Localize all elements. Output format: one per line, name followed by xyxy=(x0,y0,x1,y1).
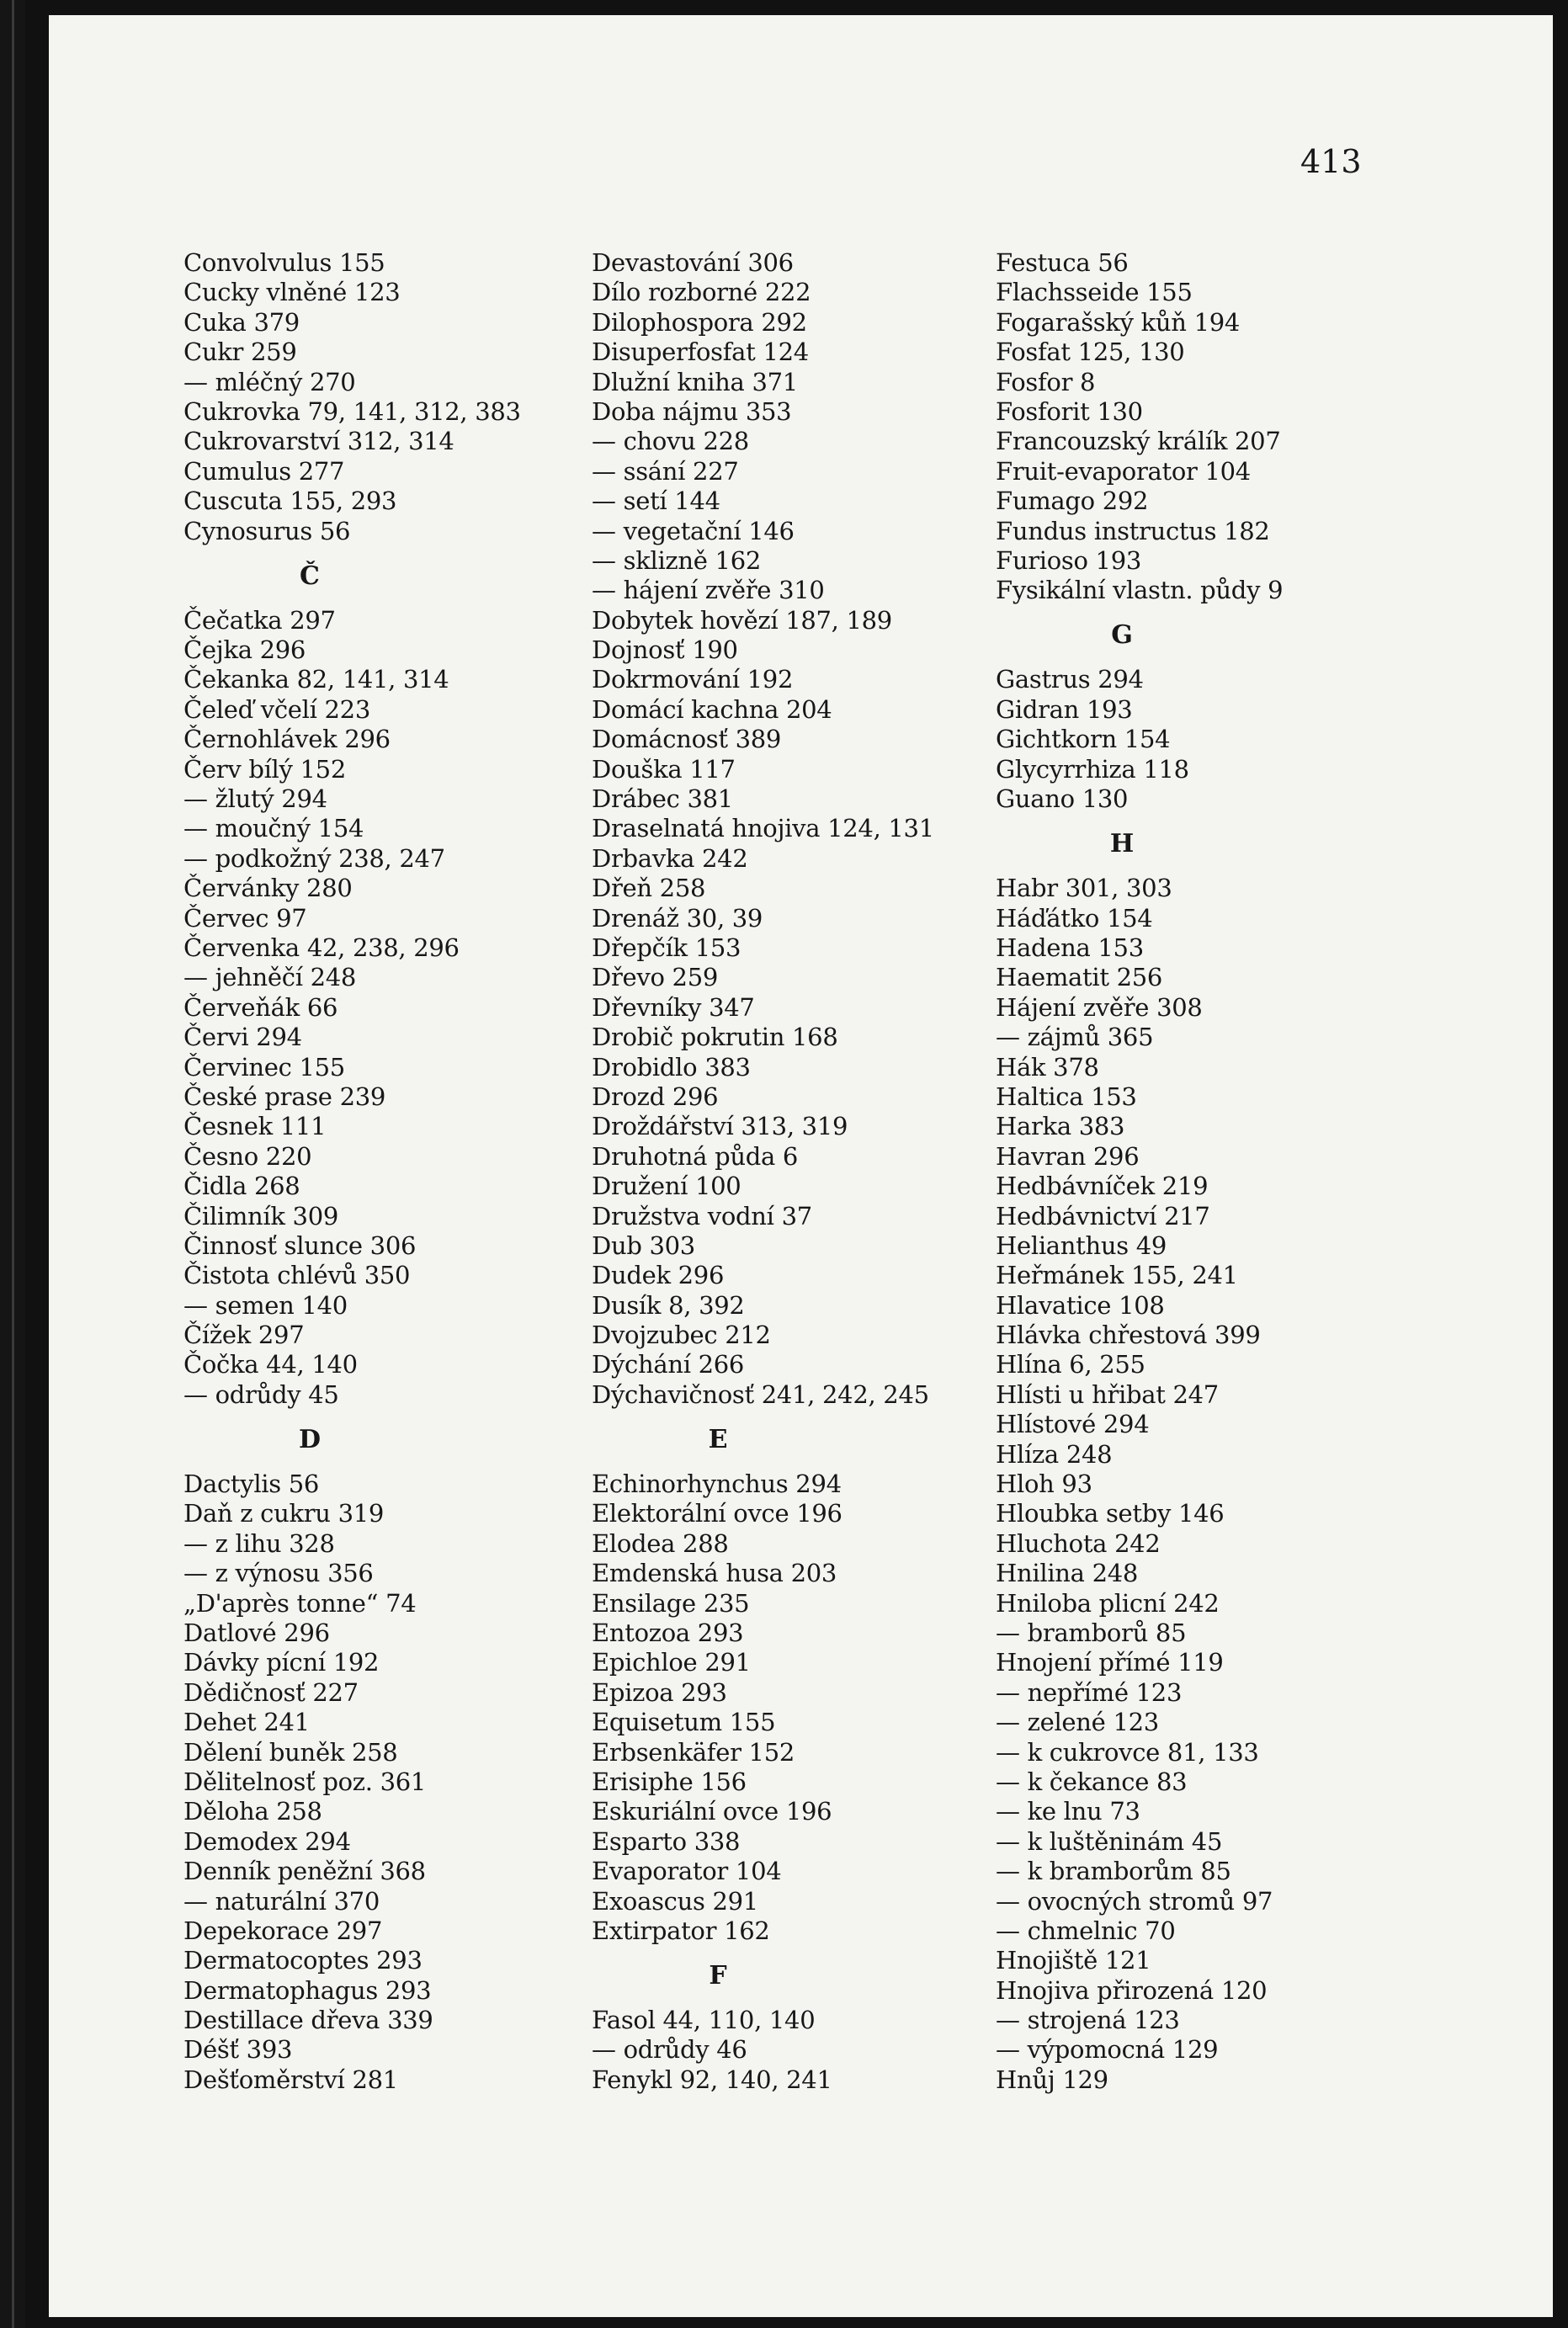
index-entry: — k luštěninám 45 xyxy=(996,1826,1223,1856)
index-entry: Dlužní kniha 371 xyxy=(592,367,798,396)
index-entry: Extirpator 162 xyxy=(592,1916,770,1945)
index-entry: Červenka 42, 238, 296 xyxy=(183,933,460,962)
index-entry: Fumago 292 xyxy=(996,486,1149,516)
index-entry: Denník peněžní 368 xyxy=(183,1857,426,1886)
index-entry: — podkožný 238, 247 xyxy=(183,843,445,873)
index-entry: Dřevníky 347 xyxy=(592,992,755,1022)
index-entry: Dokrmování 192 xyxy=(592,665,794,694)
index-entry: Háďátko 154 xyxy=(996,903,1153,933)
index-entry: Čečatka 297 xyxy=(183,605,336,635)
index-entry: Cuscuta 155, 293 xyxy=(183,486,397,516)
index-entry: Erisiphe 156 xyxy=(592,1767,747,1796)
index-entry: Festuca 56 xyxy=(996,248,1129,277)
index-entry: Hadena 153 xyxy=(996,933,1144,963)
index-entry: Činnosť slunce 306 xyxy=(183,1230,417,1260)
index-entry: — strojená 123 xyxy=(996,2006,1180,2035)
index-entry: Domácnosť 389 xyxy=(592,725,782,754)
index-entry: — vegetační 146 xyxy=(592,516,795,545)
index-entry: Dactylis 56 xyxy=(183,1470,320,1499)
index-entry: Ensilage 235 xyxy=(592,1588,750,1618)
letter-heading: H xyxy=(1109,829,1135,859)
index-entry: Červeňák 66 xyxy=(183,992,338,1022)
index-entry: Demodex 294 xyxy=(183,1826,351,1856)
index-entry: Eskuriální ovce 196 xyxy=(592,1797,832,1826)
index-entry: Datlové 296 xyxy=(183,1618,330,1647)
letter-heading: D xyxy=(298,1424,321,1454)
index-entry: Černohlávek 296 xyxy=(183,725,391,754)
index-entry: Družstva vodní 37 xyxy=(592,1201,812,1230)
index-entry: Daň z cukru 319 xyxy=(183,1499,385,1528)
index-entry: Furioso 193 xyxy=(996,545,1142,575)
index-entry: — k čekance 83 xyxy=(996,1767,1188,1796)
index-entry: Cukrovarství 312, 314 xyxy=(183,427,454,456)
index-entry: Havran 296 xyxy=(996,1141,1140,1171)
index-entry: — k bramborům 85 xyxy=(996,1857,1231,1886)
index-entry: — chmelnic 70 xyxy=(996,1916,1176,1945)
index-entry: Cukrovka 79, 141, 312, 383 xyxy=(183,396,521,426)
index-entry: Fundus instructus 182 xyxy=(996,516,1270,545)
page-number: 413 xyxy=(1300,143,1362,180)
index-column-1 xyxy=(183,248,587,2095)
index-entry: Čidla 268 xyxy=(183,1172,300,1201)
index-entry: Harka 383 xyxy=(996,1112,1125,1141)
index-entry: — ssání 227 xyxy=(592,456,739,486)
index-entry: České prase 239 xyxy=(183,1082,386,1111)
index-entry: Evaporator 104 xyxy=(592,1857,782,1886)
index-entry: — moučný 154 xyxy=(183,814,364,843)
index-entry: Cynosurus 56 xyxy=(183,516,351,545)
index-entry: Dýchání 266 xyxy=(592,1350,745,1379)
index-entry: Gidran 193 xyxy=(996,694,1133,724)
index-entry: Dusík 8, 392 xyxy=(592,1290,745,1320)
index-entry: — výpomocná 129 xyxy=(996,2035,1219,2065)
index-entry: Hák 378 xyxy=(996,1052,1099,1082)
index-entry: Dřevo 259 xyxy=(592,963,718,992)
index-entry: Čilimník 309 xyxy=(183,1201,339,1230)
index-entry: Čistota chlévů 350 xyxy=(183,1261,411,1290)
index-entry: Epizoa 293 xyxy=(592,1677,727,1707)
index-entry: Dermatocoptes 293 xyxy=(183,1946,423,1975)
index-entry: Equisetum 155 xyxy=(592,1708,776,1737)
index-entry: Epichloe 291 xyxy=(592,1648,751,1677)
index-entry: Hlístové 294 xyxy=(996,1410,1150,1439)
index-entry: Fosforit 130 xyxy=(996,396,1143,426)
index-entry: Disuperfosfat 124 xyxy=(592,338,809,367)
index-entry: „D'après tonne“ 74 xyxy=(183,1588,417,1618)
index-entry: Česnek 111 xyxy=(183,1112,327,1141)
index-entry: Convolvulus 155 xyxy=(183,248,385,277)
index-entry: Dojnosť 190 xyxy=(592,635,738,665)
index-entry: Destillace dřeva 339 xyxy=(183,2006,433,2035)
index-entry: Fysikální vlastn. půdy 9 xyxy=(996,576,1284,605)
index-entry: Devastování 306 xyxy=(592,248,794,277)
index-entry: Erbsenkäfer 152 xyxy=(592,1737,795,1767)
index-entry: — hájení zvěře 310 xyxy=(592,576,825,605)
index-entry: — z výnosu 356 xyxy=(183,1559,374,1588)
index-entry: — semen 140 xyxy=(183,1290,348,1320)
index-entry: Domácí kachna 204 xyxy=(592,694,832,724)
index-entry: Čočka 44, 140 xyxy=(183,1350,358,1379)
index-entry: Dědičnosť 227 xyxy=(183,1677,359,1707)
index-entry: Dešťoměrství 281 xyxy=(183,2065,398,2094)
index-entry: Gichtkorn 154 xyxy=(996,725,1171,754)
index-entry: Fenykl 92, 140, 241 xyxy=(592,2065,832,2094)
index-entry: Drbavka 242 xyxy=(592,843,748,873)
index-entry: Francouzský králík 207 xyxy=(996,427,1281,456)
index-entry: Dýchavičnosť 241, 242, 245 xyxy=(592,1379,929,1409)
index-entry: — odrůdy 46 xyxy=(592,2035,747,2065)
index-entry: Douška 117 xyxy=(592,754,736,784)
index-entry: Hlísti u hřibat 247 xyxy=(996,1379,1219,1409)
letter-heading: Č xyxy=(300,561,320,591)
index-entry: Červ bílý 152 xyxy=(183,754,346,784)
index-entry: — chovu 228 xyxy=(592,427,749,456)
index-entry: Exoascus 291 xyxy=(592,1886,758,1916)
index-entry: Čížek 297 xyxy=(183,1321,305,1350)
index-entry: Hlávka chřestová 399 xyxy=(996,1321,1261,1350)
index-entry: Hedbávníček 219 xyxy=(996,1172,1209,1201)
index-entry: Hnůj 129 xyxy=(996,2065,1108,2094)
letter-heading: F xyxy=(709,1960,727,1990)
index-entry: Elektorální ovce 196 xyxy=(592,1499,842,1528)
index-entry: Drobidlo 383 xyxy=(592,1052,751,1082)
index-entry: — odrůdy 45 xyxy=(183,1379,339,1409)
index-entry: Cukr 259 xyxy=(183,338,297,367)
scan-edge-line xyxy=(12,0,14,2328)
index-entry: Hnilina 248 xyxy=(996,1559,1139,1588)
index-entry: Dílo rozborné 222 xyxy=(592,278,811,307)
index-entry: Dobytek hovězí 187, 189 xyxy=(592,605,892,635)
index-entry: Červinec 155 xyxy=(183,1052,345,1082)
index-entry: Hnojení přímé 119 xyxy=(996,1648,1224,1677)
index-entry: — z lihu 328 xyxy=(183,1528,335,1558)
index-column-2 xyxy=(592,248,996,2095)
index-entry: — mléčný 270 xyxy=(183,367,356,396)
index-entry: Čeleď včelí 223 xyxy=(183,694,370,724)
index-entry: Draselnatá hnojiva 124, 131 xyxy=(592,814,934,843)
index-entry: Entozoa 293 xyxy=(592,1618,744,1647)
index-entry: Hlavatice 108 xyxy=(996,1290,1165,1320)
index-entry: — ke lnu 73 xyxy=(996,1797,1140,1826)
index-entry: Česno 220 xyxy=(183,1141,312,1171)
index-entry: Dělení buněk 258 xyxy=(183,1737,398,1767)
index-entry: Haematit 256 xyxy=(996,963,1163,992)
index-entry: Hájení zvěře 308 xyxy=(996,992,1203,1022)
index-entry: Hnojiště 121 xyxy=(996,1946,1151,1975)
index-entry: Habr 301, 303 xyxy=(996,874,1172,903)
index-entry: Doba nájmu 353 xyxy=(592,396,792,426)
index-entry: Depekorace 297 xyxy=(183,1916,383,1945)
index-entry: — bramborů 85 xyxy=(996,1618,1187,1647)
index-entry: Cumulus 277 xyxy=(183,456,345,486)
index-entry: Hloh 93 xyxy=(996,1470,1092,1499)
index-entry: Hlíza 248 xyxy=(996,1439,1113,1469)
index-entry: Gastrus 294 xyxy=(996,665,1144,694)
index-entry: — sklizně 162 xyxy=(592,545,762,575)
index-entry: Dřeň 258 xyxy=(592,874,706,903)
index-entry: Helianthus 49 xyxy=(996,1230,1167,1260)
index-entry: Fasol 44, 110, 140 xyxy=(592,2006,816,2035)
index-entry: Déšť 393 xyxy=(183,2035,293,2065)
index-entry: — setí 144 xyxy=(592,486,720,516)
letter-heading: E xyxy=(708,1424,728,1454)
index-entry: Dub 303 xyxy=(592,1230,695,1260)
index-entry: Červec 97 xyxy=(183,903,307,933)
index-entry: Červánky 280 xyxy=(183,874,353,903)
index-entry: Dřepčík 153 xyxy=(592,933,741,962)
index-entry: Cuka 379 xyxy=(183,307,300,337)
index-entry: Glycyrrhiza 118 xyxy=(996,754,1189,784)
index-entry: Echinorhynchus 294 xyxy=(592,1470,842,1499)
index-entry: Družení 100 xyxy=(592,1172,741,1201)
index-entry: Dudek 296 xyxy=(592,1261,725,1290)
index-entry: — naturální 370 xyxy=(183,1886,380,1916)
index-entry: Hedbávnictví 217 xyxy=(996,1201,1210,1230)
index-entry: Hluchota 242 xyxy=(996,1528,1161,1558)
index-entry: Fogarašský kůň 194 xyxy=(996,307,1241,337)
index-entry: — ovocných stromů 97 xyxy=(996,1886,1273,1916)
index-column-3 xyxy=(996,248,1400,2095)
index-entry: Fruit-evaporator 104 xyxy=(996,456,1251,486)
index-entry: Dehet 241 xyxy=(183,1708,310,1737)
index-entry: Guano 130 xyxy=(996,784,1129,814)
index-entry: — zájmů 365 xyxy=(996,1023,1154,1052)
index-entry: Dermatophagus 293 xyxy=(183,1975,432,2005)
index-entry: Dávky pícní 192 xyxy=(183,1648,380,1677)
index-entry: Drobič pokrutin 168 xyxy=(592,1023,838,1052)
index-entry: Druhotná půda 6 xyxy=(592,1141,799,1171)
index-entry: Hlína 6, 255 xyxy=(996,1350,1145,1379)
index-entry: Drábec 381 xyxy=(592,784,733,814)
scan-dark-border xyxy=(0,0,25,2328)
index-entry: Droždářství 313, 319 xyxy=(592,1112,848,1141)
index-entry: Hnojiva přirozená 120 xyxy=(996,1975,1268,2005)
index-entry: Děloha 258 xyxy=(183,1797,322,1826)
index-entry: Esparto 338 xyxy=(592,1826,741,1856)
index-entry: Dilophospora 292 xyxy=(592,307,807,337)
index-entry: — zelené 123 xyxy=(996,1708,1159,1737)
index-entry: Čekanka 82, 141, 314 xyxy=(183,665,449,694)
index-entry: Fosfor 8 xyxy=(996,367,1096,396)
index-entry: — jehněčí 248 xyxy=(183,963,357,992)
index-page xyxy=(49,15,1553,2317)
index-entry: Fosfat 125, 130 xyxy=(996,338,1185,367)
index-entry: — k cukrovce 81, 133 xyxy=(996,1737,1259,1767)
index-entry: Hniloba plicní 242 xyxy=(996,1588,1220,1618)
index-entry: Elodea 288 xyxy=(592,1528,729,1558)
index-entry: Drozd 296 xyxy=(592,1082,719,1111)
index-entry: Dvojzubec 212 xyxy=(592,1321,771,1350)
index-entry: Flachsseide 155 xyxy=(996,278,1193,307)
index-entry: Heřmánek 155, 241 xyxy=(996,1261,1238,1290)
index-entry: Emdenská husa 203 xyxy=(592,1559,837,1588)
index-entry: Haltica 153 xyxy=(996,1082,1137,1111)
index-entry: — žlutý 294 xyxy=(183,784,327,814)
index-entry: Drenáž 30, 39 xyxy=(592,903,763,933)
index-entry: Čejka 296 xyxy=(183,635,306,665)
index-entry: Dělitelnosť poz. 361 xyxy=(183,1767,427,1796)
index-entry: Hloubka setby 146 xyxy=(996,1499,1225,1528)
letter-heading: G xyxy=(1111,620,1133,651)
index-entry: Červi 294 xyxy=(183,1023,302,1052)
index-entry: Cucky vlněné 123 xyxy=(183,278,401,307)
index-entry: — nepřímé 123 xyxy=(996,1677,1183,1707)
